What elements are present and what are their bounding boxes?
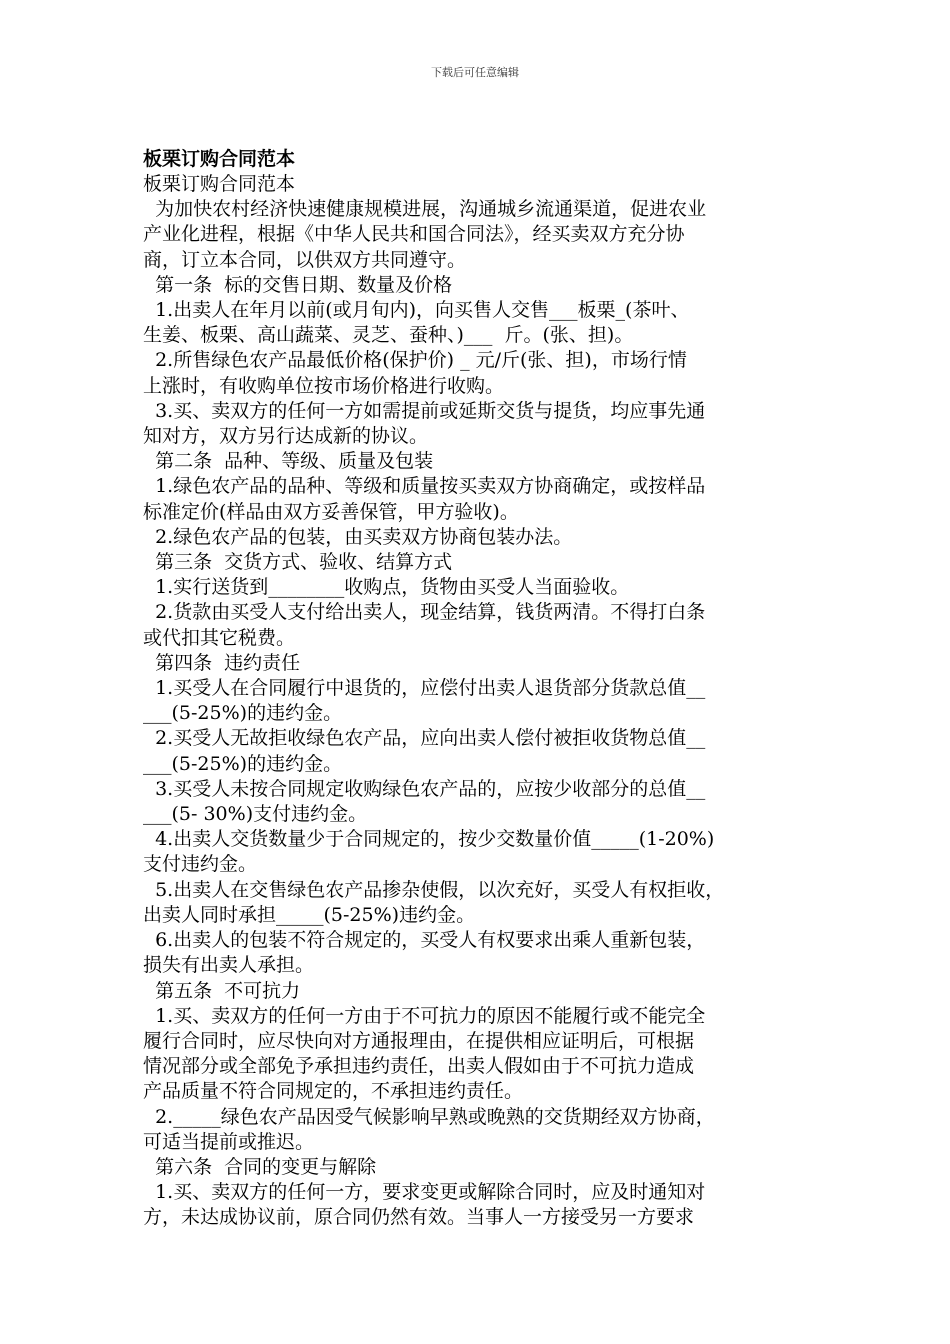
document-line: 出卖人同时承担_____(5-25%)违约金。 (143, 903, 476, 926)
document-line: 方，未达成协议前，原合同仍然有效。当事人一方接受另一方要求 (143, 1206, 695, 1229)
document-line: 上涨时，有收购单位按市场价格进行收购。 (143, 374, 505, 397)
document-line: ___(5-25%)的违约金。 (143, 752, 343, 775)
document-line: 知对方，双方另行达成新的协议。 (143, 425, 429, 448)
document-line: 板栗订购合同范本 (143, 173, 296, 195)
document-line: 生姜、板栗、高山蔬菜、灵芝、蚕种、)___ 斤。(张、担)。 (143, 324, 634, 347)
document-body (143, 146, 811, 1231)
document-line: 3.买、卖双方的任何一方如需提前或延斯交货与提货，均应事先通 (143, 399, 706, 422)
document-line: 为加快农村经济快速健康规模进展，沟通城乡流通渠道，促进农业 (143, 198, 707, 221)
document-line: 履行合同时，应尽快向对方通报理由，在提供相应证明后，可根据 (143, 1029, 695, 1052)
document-line: 3.买受人未按合同规定收购绿色农产品的，应按少收部分的总值__ (143, 777, 706, 800)
document-line: 1.出卖人在年月以前(或月旬内)，向买售人交售___板栗_(茶叶、 (143, 299, 690, 322)
document-line: 2.买受人无故拒收绿色农产品，应向出卖人偿付被拒收货物总值__ (143, 727, 706, 750)
document-line: 第二条 品种、等级、质量及包装 (143, 450, 434, 473)
document-line: 1.实行送货到________收购点，货物由买受人当面验收。 (143, 576, 630, 599)
document-line: 可适当提前或推迟。 (143, 1130, 315, 1153)
document-line: 情况部分或全部免予承担违约责任，出卖人假如由于不可抗力造成 (143, 1055, 695, 1078)
document-line: 产品质量不符合同规定的，不承担违约责任。 (143, 1080, 524, 1103)
document-line: 1.买、卖双方的任何一方由于不可抗力的原因不能履行或不能完全 (143, 1004, 706, 1027)
document-line: 或代扣其它税费。 (143, 626, 296, 649)
document-line: 6.出卖人的包装不符合规定的，买受人有权要求出乘人重新包装， (143, 929, 706, 952)
page-header-note: 下载后可任意编辑 (431, 66, 519, 79)
document-title: 板栗订购合同范本 (143, 148, 296, 170)
document-line: 1.买、卖双方的任何一方，要求变更或解除合同时，应及时通知对 (143, 1181, 706, 1204)
document-line: 第四条 违约责任 (143, 651, 301, 674)
document-line: 4.出卖人交货数量少于合同规定的，按少交数量价值_____(1-20%) (143, 828, 715, 851)
document-line: 2._____绿色农产品因受气候影响早熟或晚熟的交货期经双方协商， (143, 1105, 715, 1128)
document-line: 损失有出卖人承担。 (143, 954, 315, 977)
document-line: 1.绿色农产品的品种、等级和质量按买卖双方协商确定，或按样品 (143, 475, 706, 498)
document-line: 支付违约金。 (143, 853, 258, 876)
document-line: 商，订立本合同，以供双方共同遵守。 (143, 248, 467, 271)
document-line: ___(5- 30%)支付违约金。 (143, 803, 368, 826)
document-line: 1.买受人在合同履行中退货的，应偿付出卖人退货部分货款总值__ (143, 677, 706, 700)
document-line: 第一条 标的交售日期、数量及价格 (143, 273, 453, 296)
document-line: 5.出卖人在交售绿色农产品掺杂使假，以次充好，买受人有权拒收， (143, 878, 725, 901)
document-line: 2.货款由买受人支付给出卖人，现金结算，钱货两清。不得打白条 (143, 601, 706, 624)
document-line: 第五条 不可抗力 (143, 979, 301, 1002)
document-line: 标准定价(样品由双方妥善保管，甲方验收)。 (143, 500, 519, 523)
document-line: 第六条 合同的变更与解除 (143, 1155, 377, 1178)
document-line: 2.所售绿色农产品最低价格(保护价) _ 元/斤(张、担)，市场行情 (143, 349, 687, 372)
document-line: ___(5-25%)的违约金。 (143, 702, 343, 725)
document-line: 2.绿色农产品的包装，由买卖双方协商包装办法。 (143, 525, 573, 548)
document-line: 产业化进程，根据《中华人民共和国合同法》，经买卖双方充分协 (143, 223, 685, 246)
document-line: 第三条 交货方式、验收、结算方式 (143, 551, 453, 574)
